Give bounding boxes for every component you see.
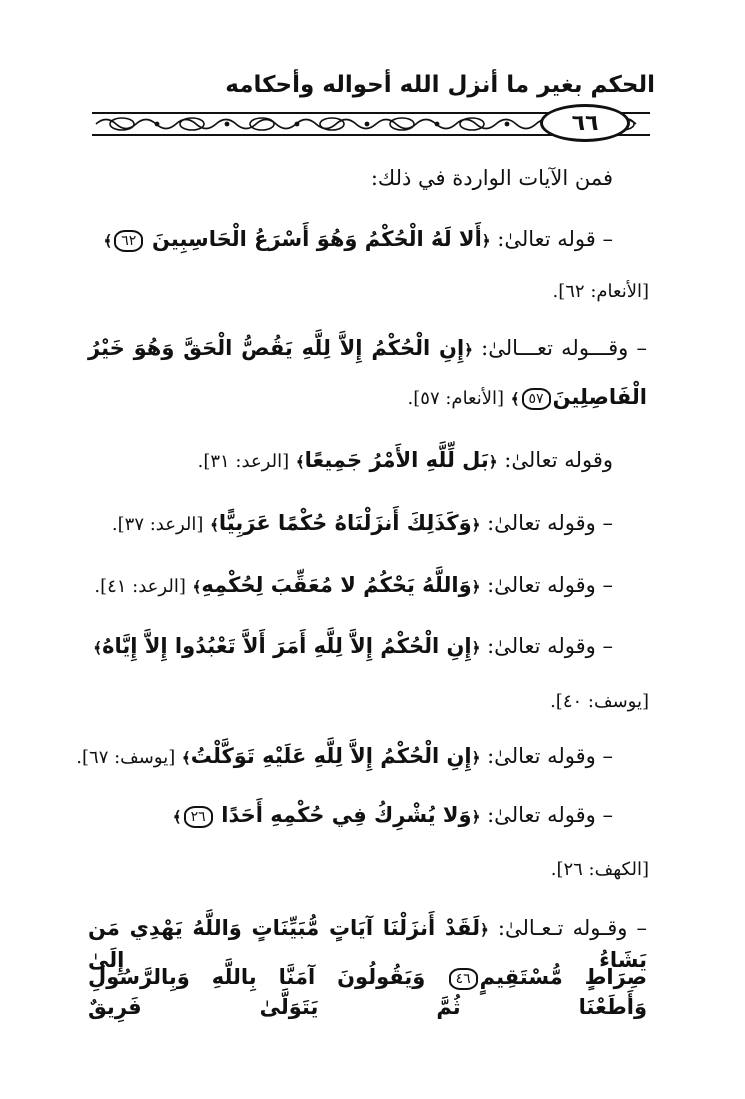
verse-line-6 [90, 631, 613, 663]
verse-text: إِنِ الْحُكْمُ إِلاَّ لِلَّهِ يَقُصُّ الْحَقَّ وَهُوَ خَيْرُ [88, 336, 465, 360]
verse-reference: [يوسف: ٤٠]. [550, 691, 649, 712]
open-bracket-icon: ﴿ [471, 516, 481, 534]
verse-text: بَل لِّلَّهِ الأَمْرُ جَمِيعًا [304, 448, 489, 472]
page-number: ٦٦ [540, 104, 630, 142]
verse-reference: [الكهف: ٢٦]. [550, 859, 649, 880]
open-bracket-icon: ﴿ [481, 232, 491, 250]
verse-text: إِنِ الْحُكْمُ إِلاَّ لِلَّهِ عَلَيْهِ تَوَكَّلْتُ [190, 744, 472, 768]
ayah-number: ٤٦ [449, 968, 478, 990]
ref-line-1 [90, 275, 649, 307]
verse-text-continued: صِرَاطٍ مُّسْتَقِيمٍ [479, 965, 647, 989]
verse-line-9-cont [88, 962, 647, 1022]
close-bracket-icon: ﴾ [295, 453, 305, 471]
close-bracket-icon: ﴾ [181, 749, 191, 767]
verse-text: وَكَذَلِكَ أَنزَلْنَاهُ حُكْمًا عَرَبِيًّا [218, 511, 472, 535]
lead-text: وقوله تعالىٰ: [504, 448, 613, 472]
verse-text: لَقَدْ أَنزَلْنَا آيَاتٍ مُّبَيِّنَاتٍ وَاللَّهُ يَهْدِي مَن يَشَاءُ إِلَىٰ [88, 916, 647, 972]
verse-line-2 [88, 333, 647, 365]
open-bracket-icon: ﴿ [488, 453, 498, 471]
verse-reference: [يوسف: ٦٧]. [76, 747, 176, 768]
verse-reference: [الرعد: ٣١]. [197, 451, 290, 472]
lead-text: – وقوله تعالىٰ: [487, 744, 613, 768]
verse-reference: [الرعد: ٤١]. [94, 576, 186, 597]
verse-line-7 [76, 741, 613, 773]
open-bracket-icon: ﴿ [471, 749, 481, 767]
ayah-number: ٢٦ [184, 806, 213, 828]
verse-line-3 [90, 445, 613, 477]
lead-text: – وقوله تعالىٰ: [487, 573, 613, 597]
ayah-number: ٦٢ [114, 230, 143, 252]
verse-reference: [الأنعام: ٥٧]. [407, 388, 505, 409]
lead-text: – وقـوله تـعـالىٰ: [497, 916, 647, 940]
verse-line-4 [90, 508, 613, 540]
open-bracket-icon: ﴿ [464, 341, 473, 359]
close-bracket-icon: ﴾ [93, 639, 103, 657]
open-bracket-icon: ﴿ [471, 808, 481, 826]
close-bracket-icon: ﴾ [210, 516, 219, 534]
verse-line-1 [90, 224, 613, 256]
lead-text: – وقوله تعالىٰ: [487, 634, 613, 658]
verse-text: أَلا لَهُ الْحُكْمُ وَهُوَ أَسْرَعُ الْحَاسِبِينَ [152, 227, 482, 251]
verse-text-continued: الْفَاصِلِينَ [552, 385, 647, 409]
close-bracket-icon: ﴾ [192, 578, 202, 596]
verse-reference: [الأنعام: ٦٢]. [552, 281, 649, 302]
intro-line [90, 163, 613, 193]
lead-text: – قوله تعالىٰ: [497, 227, 613, 251]
lead-text: – وقـــوله تعـــالىٰ: [481, 336, 647, 360]
verse-text: وَلا يُشْرِكُ فِي حُكْمِهِ أَحَدًا [221, 803, 472, 827]
open-bracket-icon: ﴿ [471, 578, 481, 596]
verse-text: إِنِ الْحُكْمُ إِلاَّ لِلَّهِ أَمَرَ أَلاَّ تَعْبُدُوا إِلاَّ إِيَّاهُ [102, 634, 472, 658]
verse-reference: [الرعد: ٣٧]. [111, 514, 204, 535]
lead-text: – وقوله تعالىٰ: [487, 511, 613, 535]
verse-text-continued-2: وَيَقُولُونَ آمَنَّا بِاللَّهِ وَبِالرَّسُولِ وَأَطَعْنَا ثُمَّ يَتَوَلَّىٰ فَرِيقٌ [88, 965, 647, 1019]
verse-line-2-cont [88, 382, 647, 414]
open-bracket-icon: ﴿ [480, 921, 489, 939]
verse-line-8 [90, 800, 613, 832]
running-title: الحكم بغير ما أنزل الله أحواله وأحكامه [225, 72, 655, 98]
close-bracket-icon: ﴾ [172, 808, 182, 826]
verse-text: وَاللَّهُ يَحْكُمُ لا مُعَقِّبَ لِحُكْمِهِ [201, 573, 472, 597]
ref-line-6 [90, 685, 649, 717]
intro-text: فمن الآيات الواردة في ذلك: [370, 166, 613, 190]
close-bracket-icon: ﴾ [510, 390, 520, 408]
verse-line-5 [90, 570, 613, 602]
ayah-number: ٥٧ [522, 388, 551, 410]
lead-text: – وقوله تعالىٰ: [487, 803, 613, 827]
close-bracket-icon: ﴾ [103, 232, 113, 250]
ref-line-8 [90, 853, 649, 885]
open-bracket-icon: ﴿ [471, 639, 481, 657]
